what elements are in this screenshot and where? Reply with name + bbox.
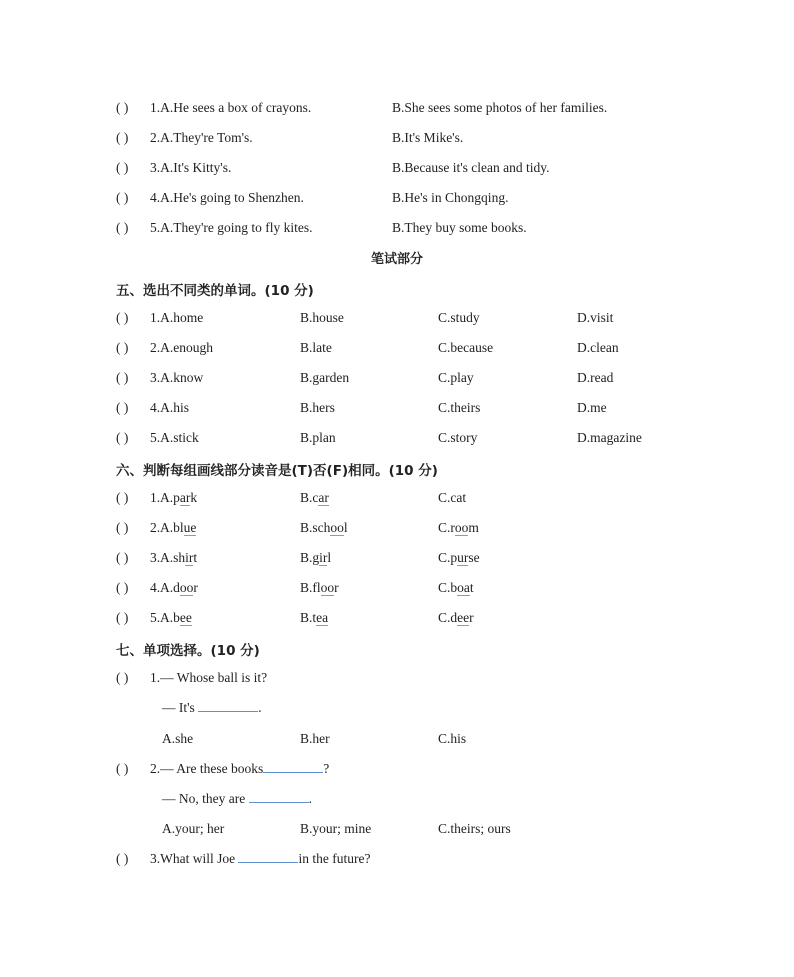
word-part: t xyxy=(193,550,198,565)
word-part: C.r xyxy=(438,520,455,535)
option-a: 2.A.enough xyxy=(150,340,213,355)
option-d: D.visit xyxy=(577,310,614,325)
phonics-word-c xyxy=(438,519,479,537)
q1-answer xyxy=(162,699,262,717)
underlined-letters: ea xyxy=(316,610,329,625)
option-c: C.study xyxy=(438,310,480,325)
word-part: A.p xyxy=(160,490,180,505)
item-number: 2. xyxy=(150,520,161,535)
word-part: B.fl xyxy=(300,580,321,595)
word-part: r xyxy=(469,610,474,625)
listening-option-b: B.They buy some books. xyxy=(392,220,527,235)
word-part: r xyxy=(334,580,339,595)
phonics-word-b xyxy=(300,579,339,597)
answer-paren[interactable]: ( ) xyxy=(116,490,129,505)
word-part: se xyxy=(468,550,480,565)
q1-answer-text: — It's xyxy=(162,700,195,715)
underlined-letters: ur xyxy=(457,550,469,565)
option-c: C.story xyxy=(438,430,478,445)
option-b: B.plan xyxy=(300,430,336,445)
listening-option-b: B.Because it's clean and tidy. xyxy=(392,160,550,175)
q1-answer-end: . xyxy=(258,700,262,715)
q1-blank[interactable] xyxy=(198,699,258,712)
answer-paren[interactable]: ( ) xyxy=(116,430,129,445)
listening-option-a: 5.A.They're going to fly kites. xyxy=(150,220,313,235)
word-part: l xyxy=(327,550,332,565)
q1-question: 1.— Whose ball is it? xyxy=(150,670,268,685)
option-d: D.me xyxy=(577,400,607,415)
option-d: D.read xyxy=(577,370,614,385)
listening-option-a: 3.A.It's Kitty's. xyxy=(150,160,232,175)
underlined-letters: ir xyxy=(185,550,194,565)
q1-option-b: B.her xyxy=(300,731,330,746)
q1-option-a: A.she xyxy=(162,731,194,746)
q3-question-text: 3.What will Joe xyxy=(150,851,236,866)
word-part: B.g xyxy=(300,550,320,565)
phonics-word-b xyxy=(300,549,331,567)
section-7-title: 七、单项选择。(10 分) xyxy=(116,643,260,659)
underlined-letters: ir xyxy=(319,550,328,565)
listening-answer-paren[interactable]: ( ) xyxy=(116,190,129,205)
q2-question-end: ? xyxy=(323,761,330,776)
q2-answer-end: . xyxy=(308,791,312,806)
option-b: B.hers xyxy=(300,400,335,415)
q2-question-text: 2.— Are these books xyxy=(150,761,264,776)
option-d: D.clean xyxy=(577,340,619,355)
word-part: A.bl xyxy=(160,520,184,535)
word-part: B.c xyxy=(300,490,319,505)
option-a: 1.A.home xyxy=(150,310,204,325)
answer-paren[interactable]: ( ) xyxy=(116,580,129,595)
item-number: 1. xyxy=(150,490,161,505)
answer-paren[interactable]: ( ) xyxy=(116,610,129,625)
option-b: B.garden xyxy=(300,370,350,385)
word-part: A.d xyxy=(160,580,180,595)
listening-option-a: 2.A.They're Tom's. xyxy=(150,130,253,145)
q2-option-b: B.your; mine xyxy=(300,821,372,836)
item-number: 3. xyxy=(150,550,161,565)
phonics-word-b xyxy=(300,519,348,537)
word-part: A.sh xyxy=(160,550,186,565)
q2-option-c: C.theirs; ours xyxy=(438,821,511,836)
listening-answer-paren[interactable]: ( ) xyxy=(116,130,129,145)
word-part: t xyxy=(469,580,474,595)
answer-paren[interactable]: ( ) xyxy=(116,370,129,385)
q2-blank-1[interactable] xyxy=(263,760,323,773)
underlined-letters: oo xyxy=(179,580,194,595)
answer-paren[interactable]: ( ) xyxy=(116,550,129,565)
underlined-letters: ee xyxy=(179,610,192,625)
section-6-title: 六、判断每组画线部分读音是(T)否(F)相同。(10 分) xyxy=(116,463,438,479)
q2-answer xyxy=(162,790,312,808)
option-c: C.play xyxy=(438,370,474,385)
option-a: 5.A.stick xyxy=(150,430,199,445)
underlined-letters: oo xyxy=(454,520,469,535)
listening-option-a: 1.A.He sees a box of crayons. xyxy=(150,100,312,115)
answer-paren[interactable]: ( ) xyxy=(116,340,129,355)
written-part-title: 笔试部分 xyxy=(370,252,423,267)
word-part: k xyxy=(190,490,198,505)
q2-answer-text: — No, they are xyxy=(162,791,246,806)
word-part: C.cat xyxy=(438,490,467,505)
answer-paren[interactable]: ( ) xyxy=(116,400,129,415)
phonics-word-c xyxy=(438,489,466,507)
answer-paren[interactable]: ( ) xyxy=(116,520,129,535)
underlined-letters: oo xyxy=(330,520,344,535)
word-part: l xyxy=(343,520,348,535)
phonics-word-c xyxy=(438,549,480,567)
listening-answer-paren[interactable]: ( ) xyxy=(116,160,129,175)
q3-blank[interactable] xyxy=(238,850,298,863)
option-b: B.house xyxy=(300,310,344,325)
listening-option-a: 4.A.He's going to Shenzhen. xyxy=(150,190,304,205)
word-part: m xyxy=(468,520,479,535)
section-5-title: 五、选出不同类的单词。(10 分) xyxy=(116,283,314,299)
listening-option-b: B.It's Mike's. xyxy=(392,130,464,145)
q2-option-a: A.your; her xyxy=(162,821,225,836)
underlined-letters: oo xyxy=(320,580,335,595)
q2-question xyxy=(150,760,329,778)
item-number: 5. xyxy=(150,610,161,625)
word-part: C.p xyxy=(438,550,458,565)
listening-answer-paren[interactable]: ( ) xyxy=(116,100,129,115)
option-b: B.late xyxy=(300,340,332,355)
phonics-word-c xyxy=(438,609,474,627)
word-part: C.b xyxy=(438,580,458,595)
q1-option-c: C.his xyxy=(438,731,467,746)
phonics-word-a xyxy=(160,489,197,507)
phonics-word-a xyxy=(160,519,196,537)
option-a: 4.A.his xyxy=(150,400,190,415)
word-part: r xyxy=(193,580,198,595)
option-c: C.because xyxy=(438,340,494,355)
word-part: B.sch xyxy=(300,520,331,535)
listening-option-b: B.She sees some photos of her families. xyxy=(392,100,608,115)
q1-paren[interactable]: ( ) xyxy=(116,670,129,685)
q2-paren[interactable]: ( ) xyxy=(116,761,129,776)
underlined-letters: ue xyxy=(183,520,197,535)
q3-question-end: in the future? xyxy=(298,851,371,866)
phonics-word-a xyxy=(160,609,192,627)
option-a: 3.A.know xyxy=(150,370,204,385)
phonics-word-b xyxy=(300,489,329,507)
option-d: D.magazine xyxy=(577,430,642,445)
answer-paren[interactable]: ( ) xyxy=(116,310,129,325)
word-part: B.t xyxy=(300,610,317,625)
listening-option-b: B.He's in Chongqing. xyxy=(392,190,509,205)
listening-answer-paren[interactable]: ( ) xyxy=(116,220,129,235)
q3-question xyxy=(150,850,370,868)
word-part: A.b xyxy=(160,610,180,625)
q3-paren[interactable]: ( ) xyxy=(116,851,129,866)
underlined-letters: ee xyxy=(457,610,470,625)
phonics-word-c xyxy=(438,579,474,597)
q2-blank-2[interactable] xyxy=(249,790,309,803)
underlined-letters: oa xyxy=(457,580,470,595)
item-number: 4. xyxy=(150,580,161,595)
underlined-letters: ar xyxy=(179,490,191,505)
phonics-word-a xyxy=(160,549,197,567)
phonics-word-b xyxy=(300,609,328,627)
word-part: C.d xyxy=(438,610,458,625)
phonics-word-a xyxy=(160,579,198,597)
underlined-letters: ar xyxy=(318,490,329,505)
option-c: C.theirs xyxy=(438,400,481,415)
